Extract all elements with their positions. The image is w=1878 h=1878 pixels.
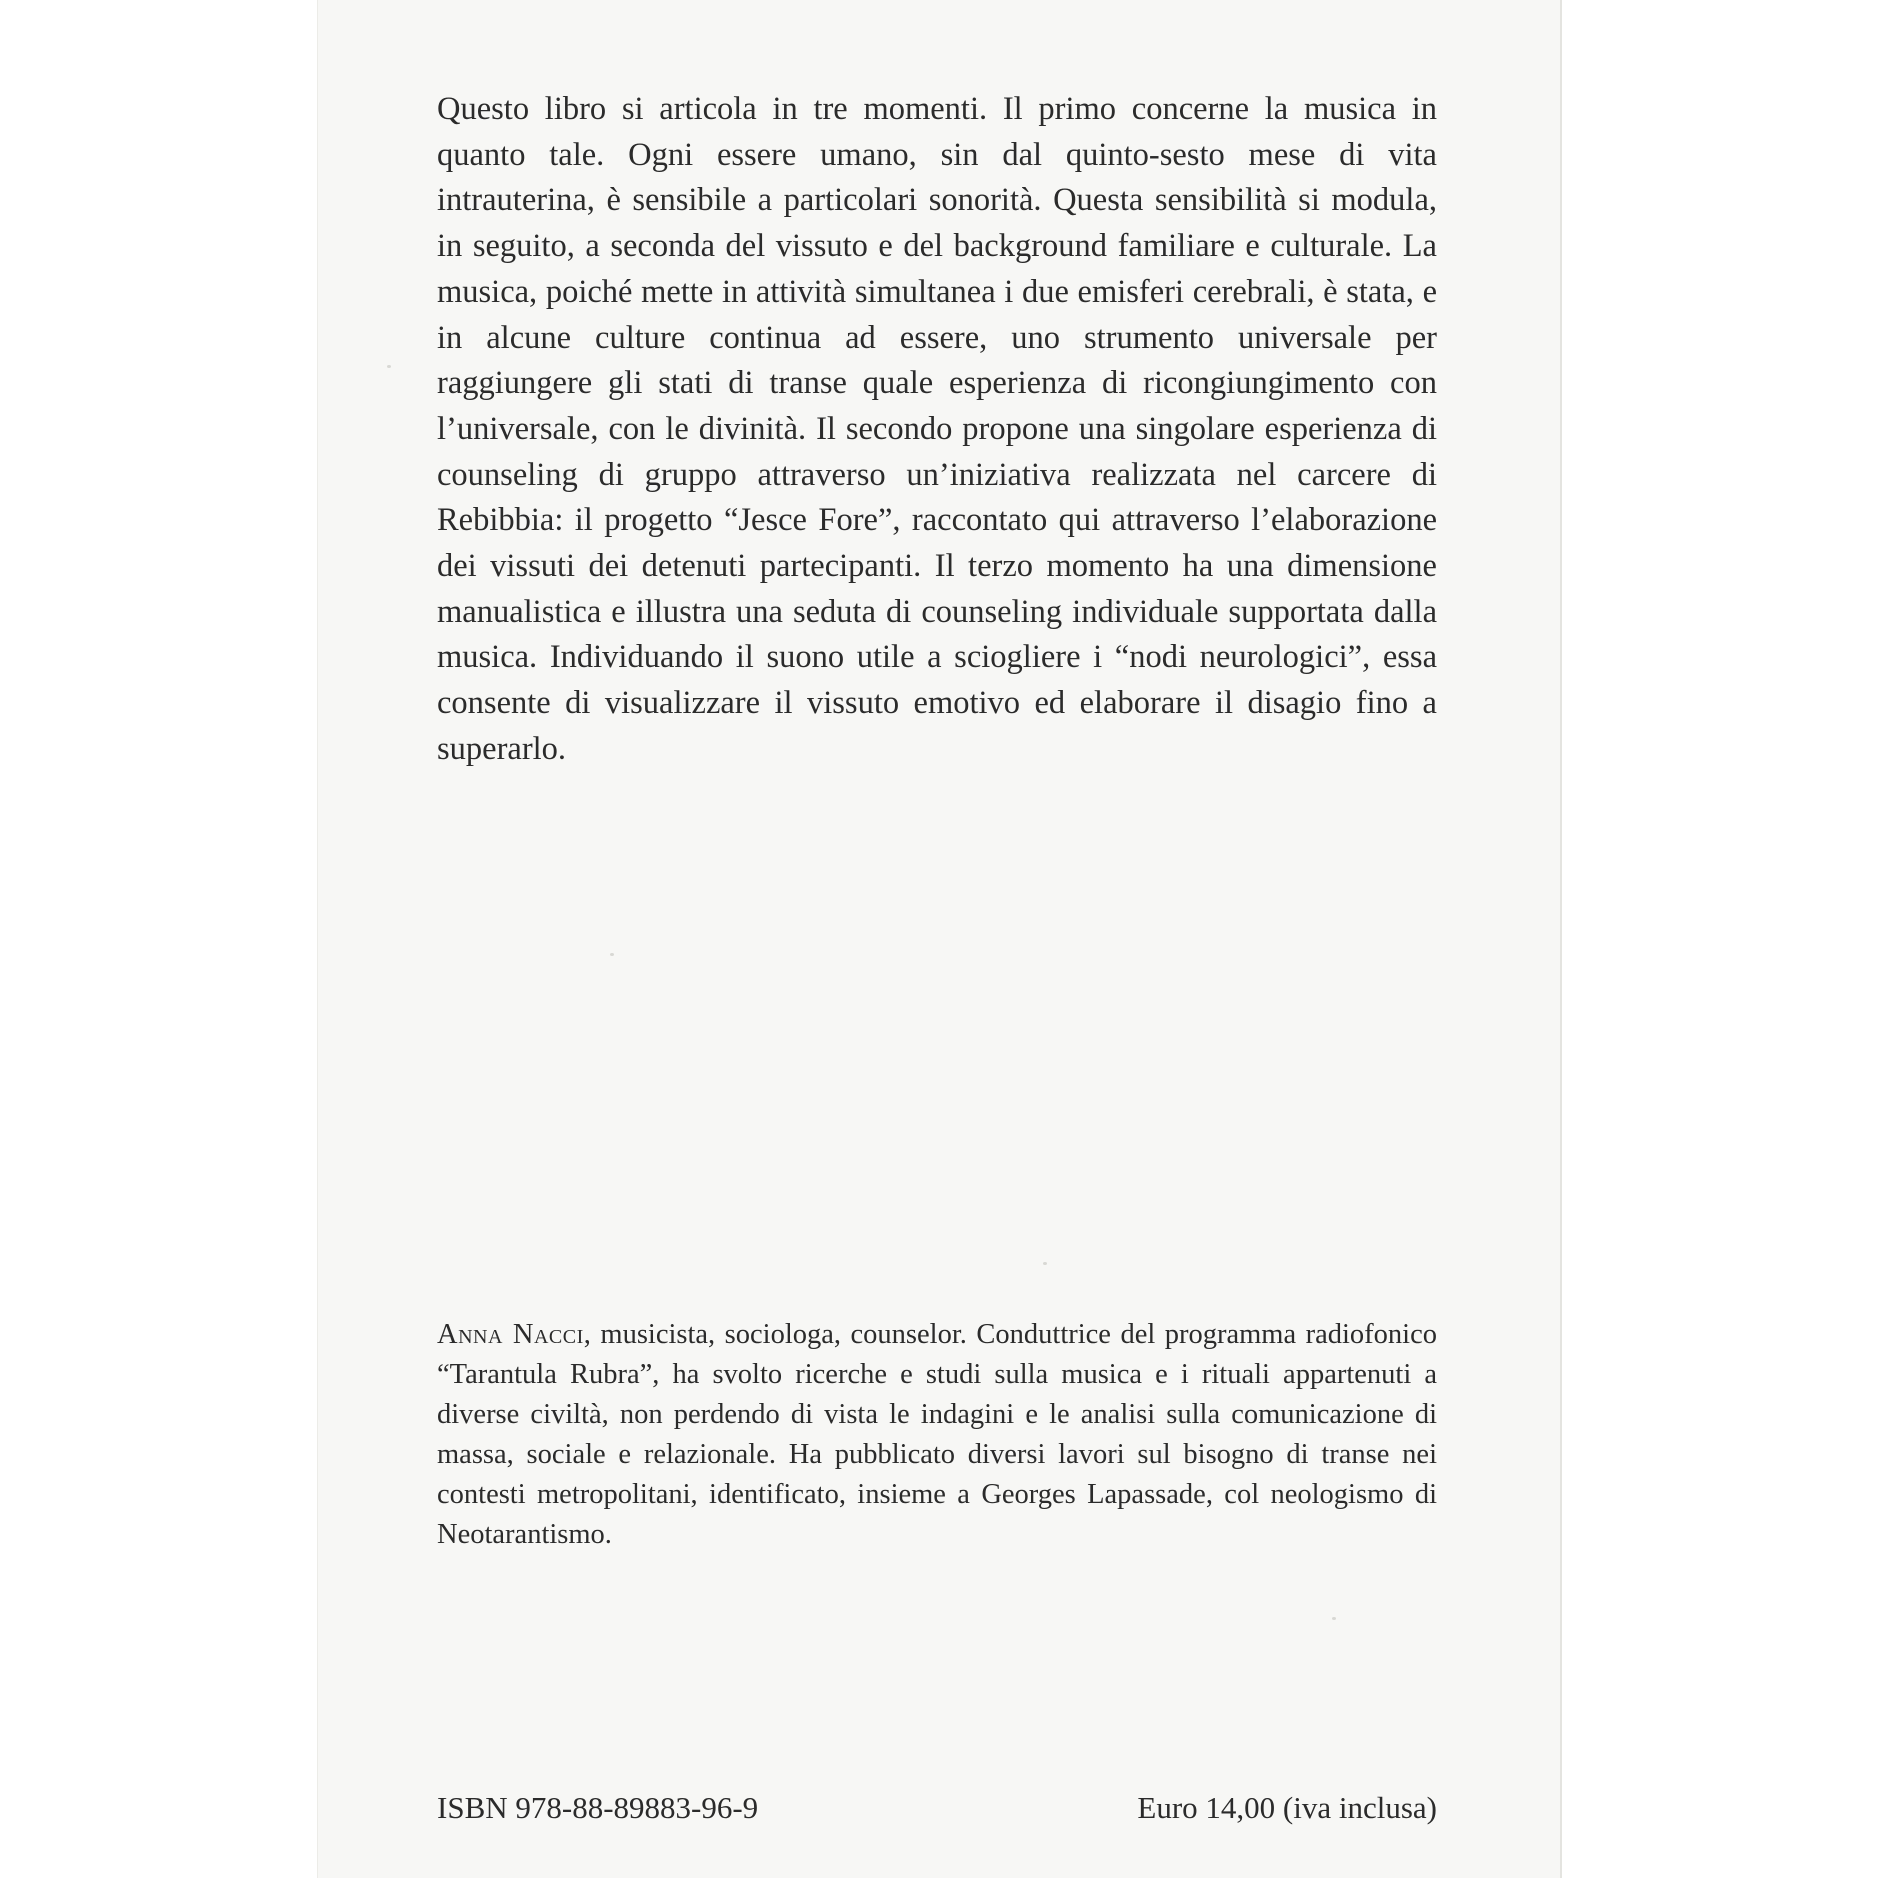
author-name: Anna Nacci [437,1319,584,1350]
paper-speck [1332,1617,1336,1620]
paper-speck [1043,1262,1047,1265]
back-cover [317,0,1562,1878]
author-bio-paragraph [437,1315,1437,1555]
author-bio-text: , musicista, sociologa, counselor. Conduttrice del programma radiofonico “Tarantula Rubra”, ha svolto ricerche e studi sulla musica e i rituali appartenuti a diverse civiltà, non perdendo di vista le indagini e le analisi sulla comunicazione di massa, sociale e relazionale. Ha pubblicato diversi lavori sul bisogno di transe nei contesti metropolitani, identificato, insieme a Georges Lapassade, col neologismo di Neotarantismo. [437,1319,1437,1550]
paper-speck [610,953,614,956]
isbn: ISBN 978-88-89883-96-9 [437,1790,759,1825]
paper-speck [387,365,391,368]
price: Euro 14,00 (iva inclusa) [1137,1790,1437,1825]
blurb-paragraph: Questo libro si articola in tre momenti. Il primo concerne la musica in quanto tale. Ogni essere umano, sin dal quinto-sesto mese di vita intrauterina, è sensibile a particolari sonorità. Questa sensibilità si modula, in seguito, a seconda del vissuto e del background familiare e culturale. La musica, poiché mette in attività simultanea i due emisferi cerebrali, è stata, e in alcune culture continua ad essere, uno strumento universale per raggiungere gli stati di transe quale esperienza di ricongiungimento con l’universale, con le divinità. Il secondo propone una singolare esperienza di counseling di gruppo attraverso un’iniziativa realizzata nel carcere di Rebibbia: il progetto “Jesce Fore”, raccontato qui attraverso l’elaborazione dei vissuti dei detenuti partecipanti. Il terzo momento ha una dimensione manualistica e illustra una seduta di counseling individuale supportata dalla musica. Individuando il suono utile a sciogliere i “nodi neurologici”, essa consente di visualizzare il vissuto emotivo ed elaborare il disagio fino a superarlo. [437,91,1437,767]
